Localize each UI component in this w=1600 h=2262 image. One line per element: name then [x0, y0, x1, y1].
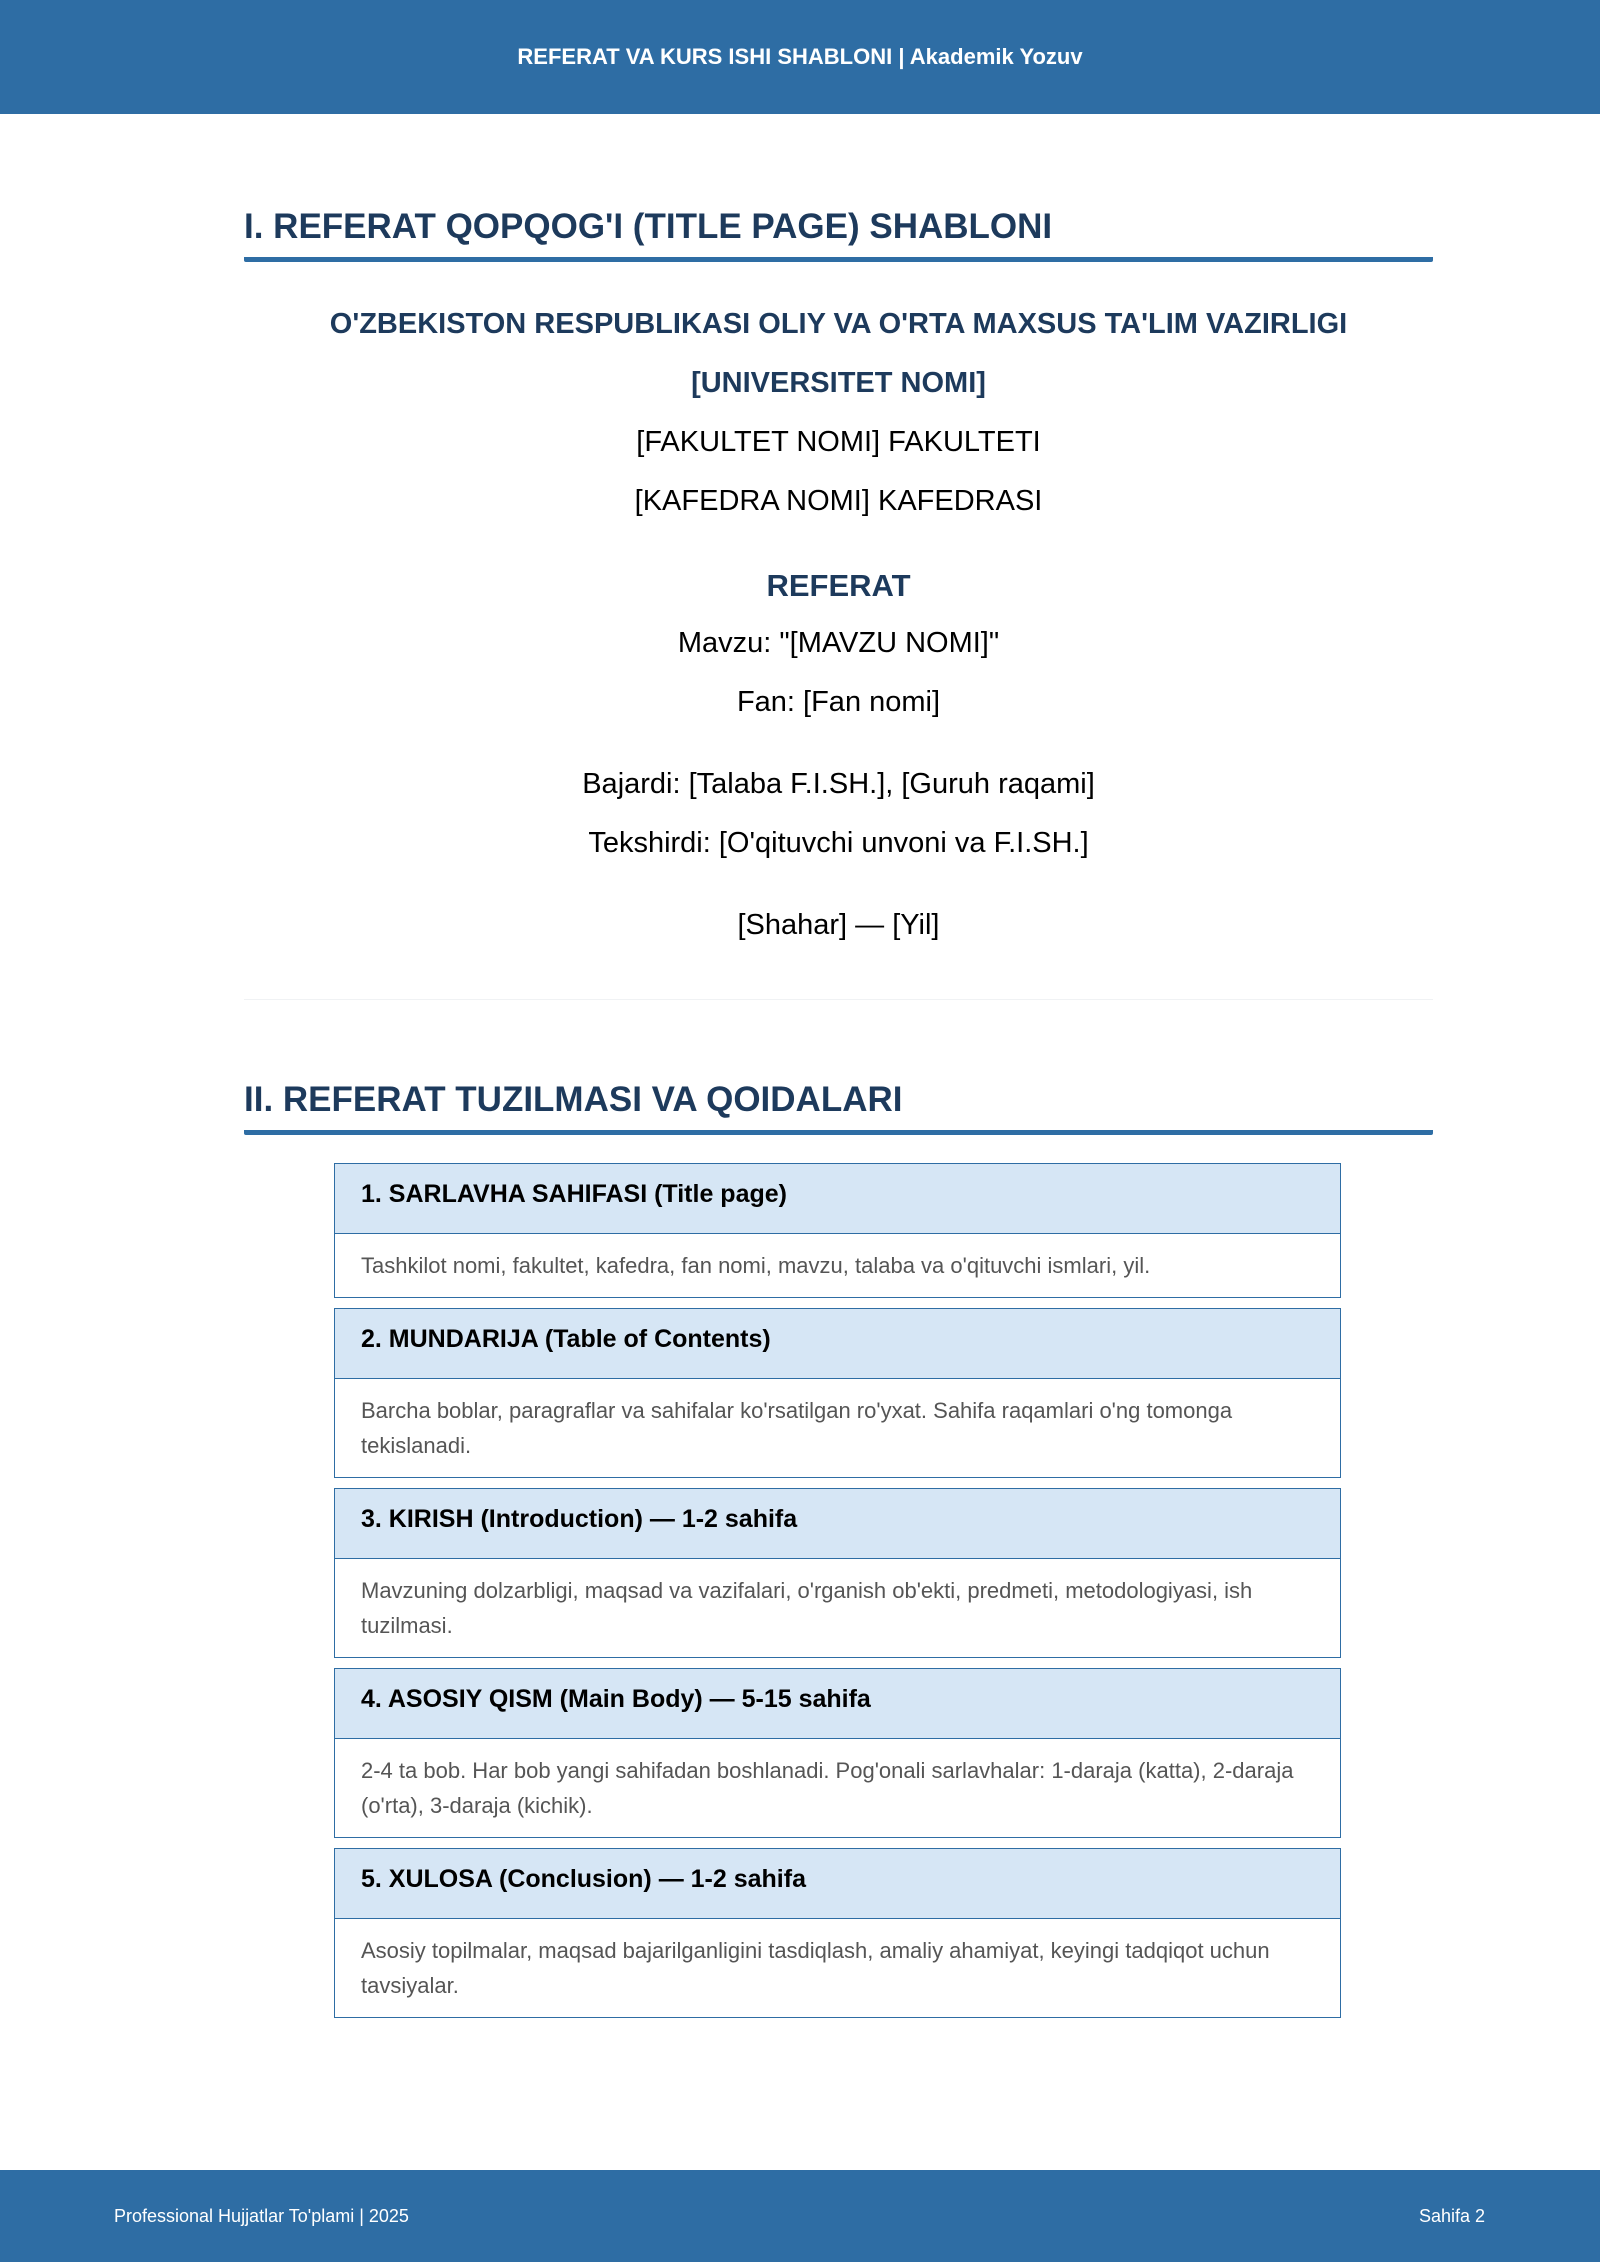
structure-item — [334, 1668, 1341, 1838]
structure-item-heading: 5. XULOSA (Conclusion) — 1-2 sahifa — [335, 1849, 1340, 1919]
structure-item — [334, 1848, 1341, 2018]
department-name: [KAFEDRA NOMI] KAFEDRASI — [634, 485, 1043, 517]
structure-item-heading: 2. MUNDARIJA (Table of Contents) — [335, 1309, 1340, 1379]
structure-list — [334, 1163, 1341, 2028]
structure-item-text: Tashkilot nomi, fakultet, kafedra, fan nomi, mavzu, talaba va o'qituvchi ismlari, yil. — [361, 1253, 1151, 1278]
structure-item — [334, 1163, 1341, 1298]
structure-item-heading: 4. ASOSIY QISM (Main Body) — 5-15 sahifa — [335, 1669, 1340, 1739]
topic-line: Mavzu: "[MAVZU NOMI]" — [677, 627, 1000, 659]
structure-item-heading: 1. SARLAVHA SAHIFASI (Title page) — [335, 1164, 1340, 1234]
ministry-name: O'ZBEKISTON RESPUBLIKASI OLIY VA O'RTA MAXSUS TA'LIM VAZIRLIGI — [329, 308, 1348, 340]
structure-item-text: 2-4 ta bob. Har bob yangi sahifadan boshlanadi. Pog'onali sarlavhalar: 1-daraja (katta), 2-daraja (o'rta), 3-daraja (kichik). — [361, 1758, 1294, 1818]
page-header-title: REFERAT VA KURS ISHI SHABLONI | Akademik Yozuv — [517, 44, 1083, 69]
footer-page-number: Sahifa 2 — [1418, 2206, 1485, 2226]
structure-item-text: Asosiy topilmalar, maqsad bajarilganligini tasdiqlash, amaliy ahamiyat, keyingi tadqiqot uchun tavsiyalar. — [361, 1938, 1270, 1998]
done-by-line: Bajardi: [Talaba F.I.SH.], [Guruh raqami] — [582, 768, 1095, 800]
subject-line: Fan: [Fan nomi] — [736, 686, 941, 718]
footer-collection-label: Professional Hujjatlar To'plami | 2025 — [114, 2206, 409, 2226]
structure-item — [334, 1488, 1341, 1658]
page-header-bar — [0, 0, 1600, 114]
city-year-line: [Shahar] — [Yil] — [737, 909, 940, 941]
checked-by-line: Tekshirdi: [O'qituvchi unvoni va F.I.SH.] — [588, 827, 1089, 859]
faculty-name: [FAKULTET NOMI] FAKULTETI — [636, 426, 1041, 458]
document-type: REFERAT — [766, 568, 911, 603]
structure-item — [334, 1308, 1341, 1478]
page-footer — [0, 2170, 1600, 2262]
structure-item-heading: 3. KIRISH (Introduction) — 1-2 sahifa — [335, 1489, 1340, 1559]
section-2-title: II. REFERAT TUZILMASI VA QOIDALARI — [244, 1080, 1433, 1135]
structure-item-text: Barcha boblar, paragraflar va sahifalar ko'rsatilgan ro'yxat. Sahifa raqamlari o'ng tomonga tekislanadi. — [361, 1398, 1233, 1458]
structure-item-text: Mavzuning dolzarbligi, maqsad va vazifalari, o'rganish ob'ekti, predmeti, metodologiyasi, ish tuzilmasi. — [361, 1578, 1253, 1638]
section-1-title: I. REFERAT QOPQOG'I (TITLE PAGE) SHABLONI — [244, 207, 1433, 262]
section-divider — [244, 999, 1433, 1000]
university-name: [UNIVERSITET NOMI] — [691, 367, 986, 399]
